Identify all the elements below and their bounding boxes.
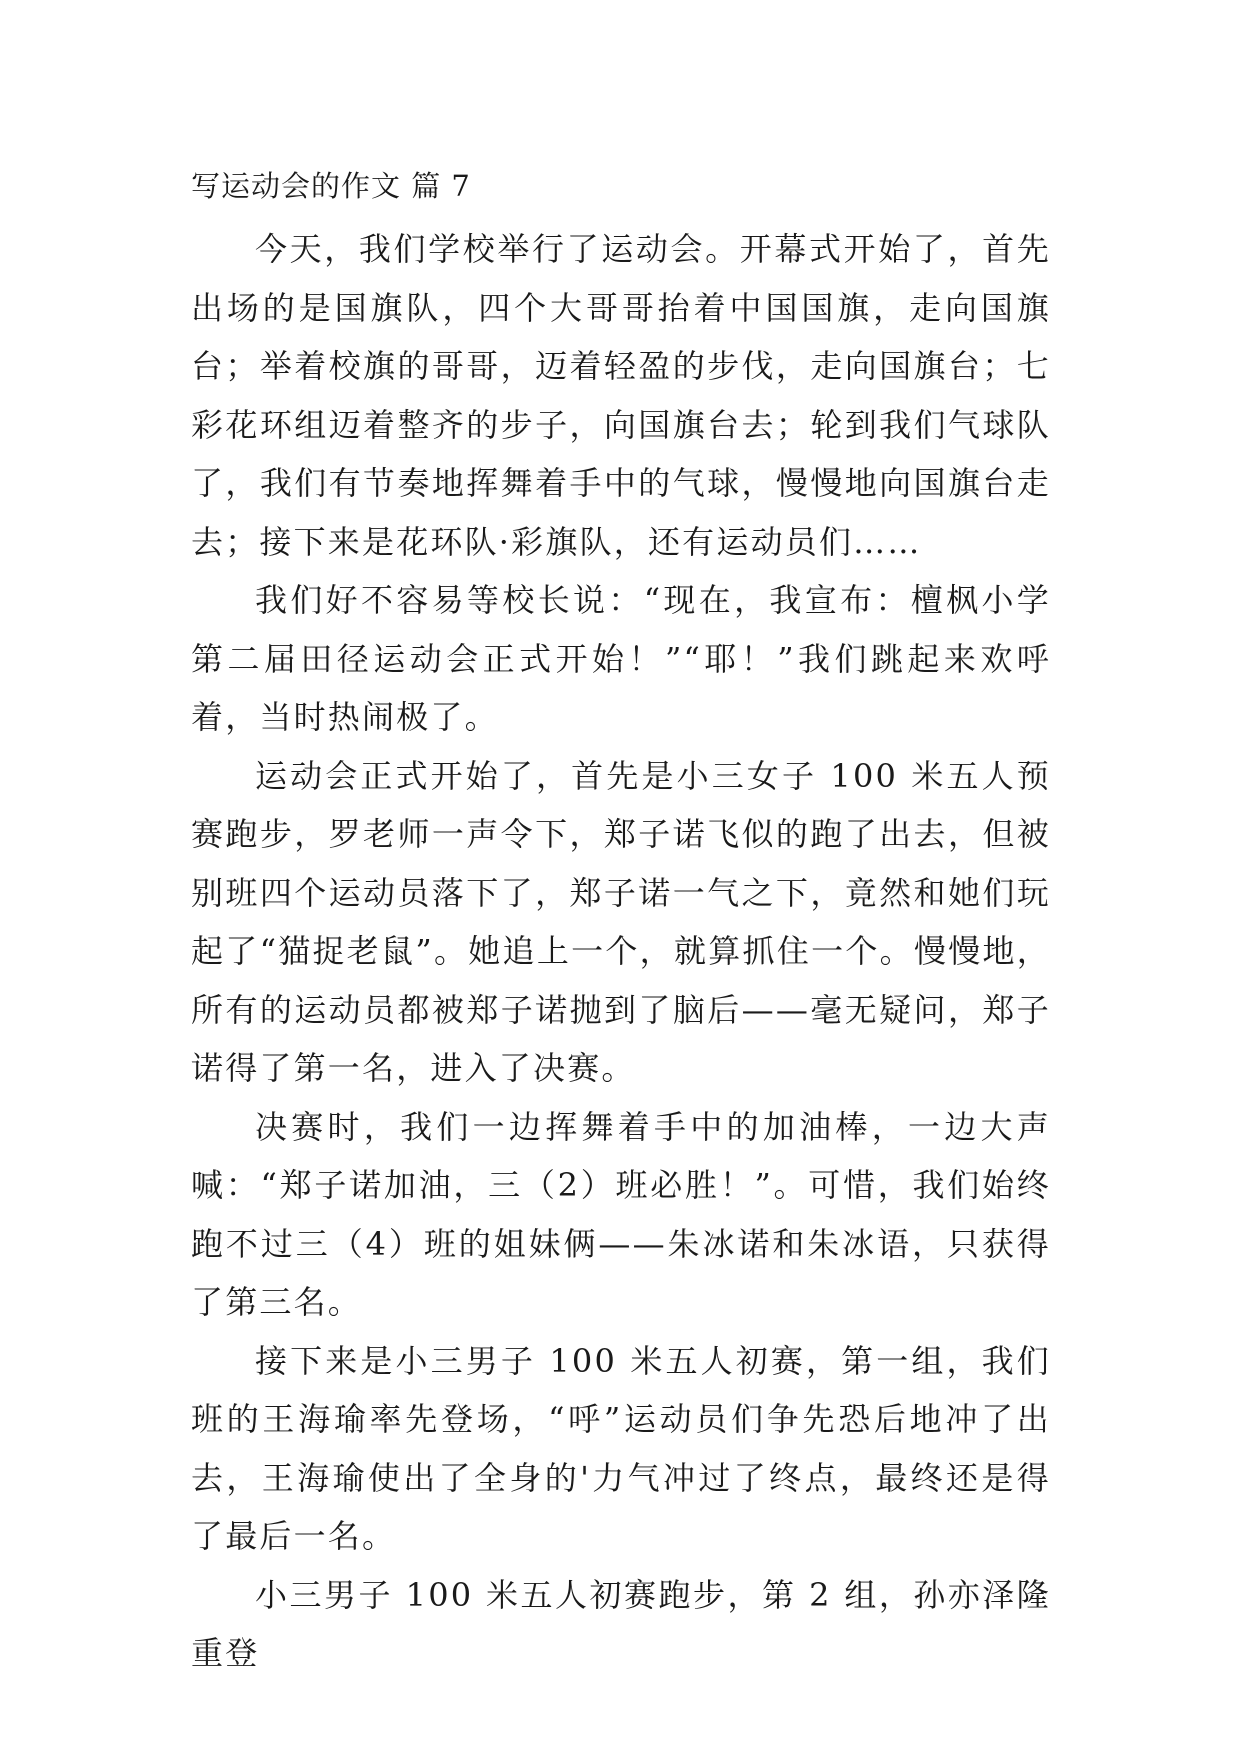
paragraph: 接下来是小三男子 100 米五人初赛，第一组，我们班的王海瑜率先登场，“呼”运动员们争先恐后地冲了出去，王海瑜使出了全身的'力气冲过了终点，最终还是得了最后一名。 xyxy=(191,1341,1051,1555)
document-title: 写运动会的作文 篇 7 xyxy=(191,169,471,203)
paragraph: 今天，我们学校举行了运动会。开幕式开始了，首先出场的是国旗队，四个大哥哥抬着中国国旗，走向国旗台；举着校旗的哥哥，迈着轻盈的步伐，走向国旗台；七彩花环组迈着整齐的步子，向国旗台去；轮到我们气球队了，我们有节奏地挥舞着手中的气球，慢慢地向国旗台走去；接下来是花环队·彩旗队，还有运动员们…… xyxy=(191,230,1051,561)
paragraph: 小三男子 100 米五人初赛跑步，第 2 组，孙亦泽隆重登 xyxy=(191,1575,1051,1672)
paragraph: 决赛时，我们一边挥舞着手中的加油棒，一边大声喊：“郑子诺加油，三（2）班必胜！”。可惜，我们始终跑不过三（4）班的姐妹俩——朱冰诺和朱冰语，只获得了第三名。 xyxy=(191,1107,1051,1321)
paragraph: 我们好不容易等校长说：“现在，我宣布：檀枫小学第二届田径运动会正式开始！”“耶！”我们跳起来欢呼着，当时热闹极了。 xyxy=(191,581,1051,736)
paragraph: 运动会正式开始了，首先是小三女子 100 米五人预赛跑步，罗老师一声令下，郑子诺飞似的跑了出去，但被别班四个运动员落下了，郑子诺一气之下，竟然和她们玩起了“猫捉老鼠”。她追上一个，就算抓住一个。慢慢地，所有的运动员都被郑子诺抛到了脑后——毫无疑问，郑子诺得了第一名，进入了决赛。 xyxy=(191,756,1051,1087)
document-body xyxy=(191,220,1051,1683)
